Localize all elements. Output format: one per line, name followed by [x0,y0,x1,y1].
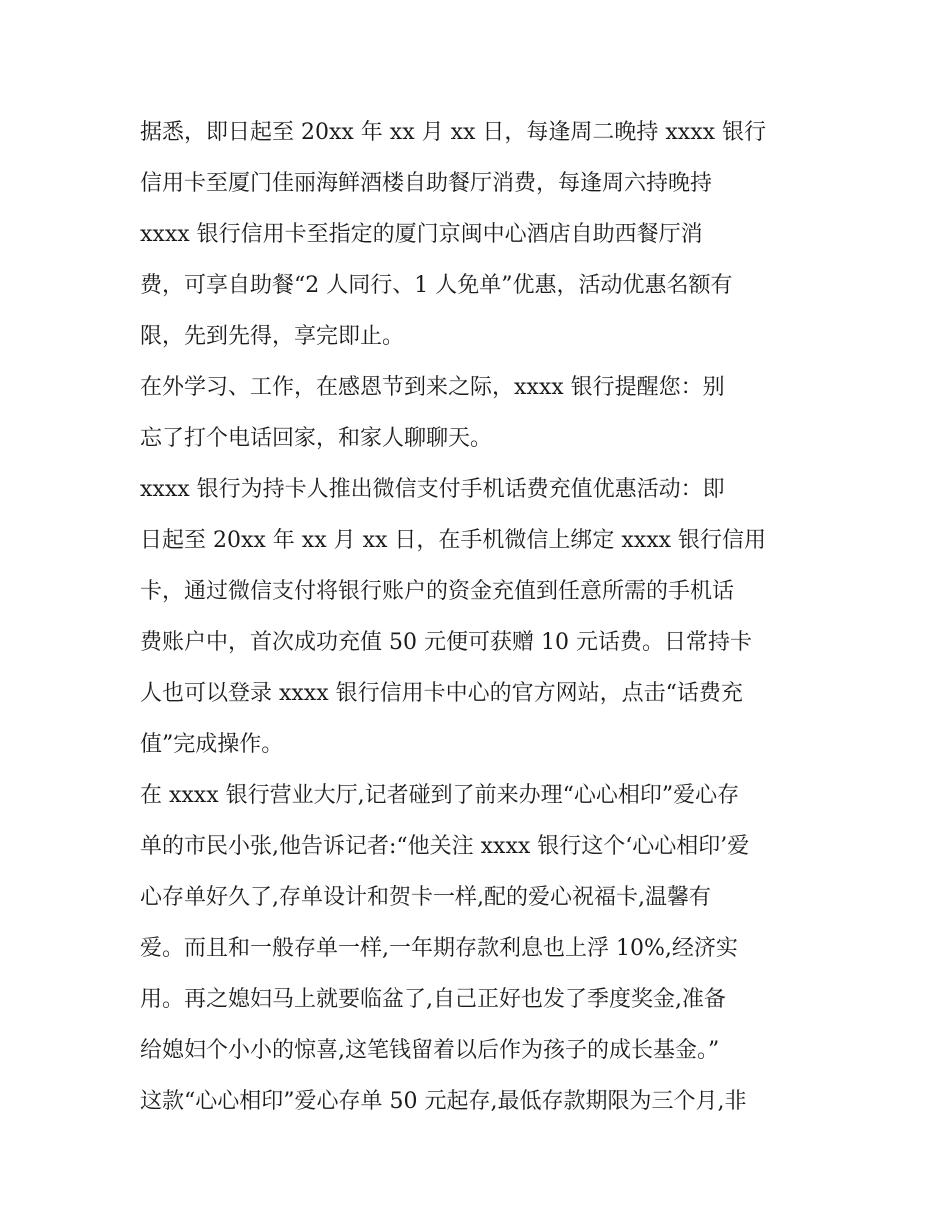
text-line: 信用卡至厦门佳丽海鲜酒楼自助餐厅消费，每逢周六持晚持 [140,171,713,196]
text-line: 日起至 20xx 年 xx 月 xx 日，在手机微信上绑定 xxxx 银行信用 [140,528,767,553]
text-line: 限，先到先得，享完即止。 [140,324,405,349]
text-line: 人也可以登录 xxxx 银行信用卡中心的官方网站，点击“话费充 [140,681,743,706]
text-line: 单的市民小张,他告诉记者:“他关注 xxxx 银行这个‘心心相印’爱 [140,834,750,859]
text-line: xxxx 银行为持卡人推出微信支付手机话费充值优惠活动：即 [140,477,725,502]
text-line: 卡，通过微信支付将银行账户的资金充值到任意所需的手机话 [140,579,735,604]
text-line: 用。再之媳妇马上就要临盆了,自己正好也发了季度奖金,准备 [140,987,726,1012]
text-line: 忘了打个电话回家，和家人聊聊天。 [140,426,493,451]
text-line: 这款“心心相印”爱心存单 50 元起存,最低存款期限为三个月,非 [140,1089,747,1114]
text-line: 心存单好久了,存单设计和贺卡一样,配的爱心祝福卡,温馨有 [140,885,711,910]
text-line: 在外学习、工作，在感恩节到来之际，xxxx 银行提醒您：别 [140,375,725,400]
text-line: 费，可享自助餐“2 人同行、1 人免单”优惠，活动优惠名额有 [140,273,733,298]
text-line: 费账户中，首次成功充值 50 元便可获赠 10 元话费。日常持卡 [140,630,752,655]
text-line: 给媳妇个小小的惊喜,这笔钱留着以后作为孩子的成长基金。” [140,1038,720,1063]
text-line: 值”完成操作。 [140,732,284,757]
text-line: 在 xxxx 银行营业大厅,记者碰到了前来办理“心心相印”爱心存 [140,783,740,808]
document-body [140,107,820,1127]
text-line: xxxx 银行信用卡至指定的厦门京闽中心酒店自助西餐厅消 [140,222,703,247]
text-line: 据悉，即日起至 20xx 年 xx 月 xx 日，每逢周二晚持 xxxx 银行 [140,120,767,145]
text-line: 爱。而且和一般存单一样,一年期存款利息也上浮 10%,经济实 [140,936,738,961]
